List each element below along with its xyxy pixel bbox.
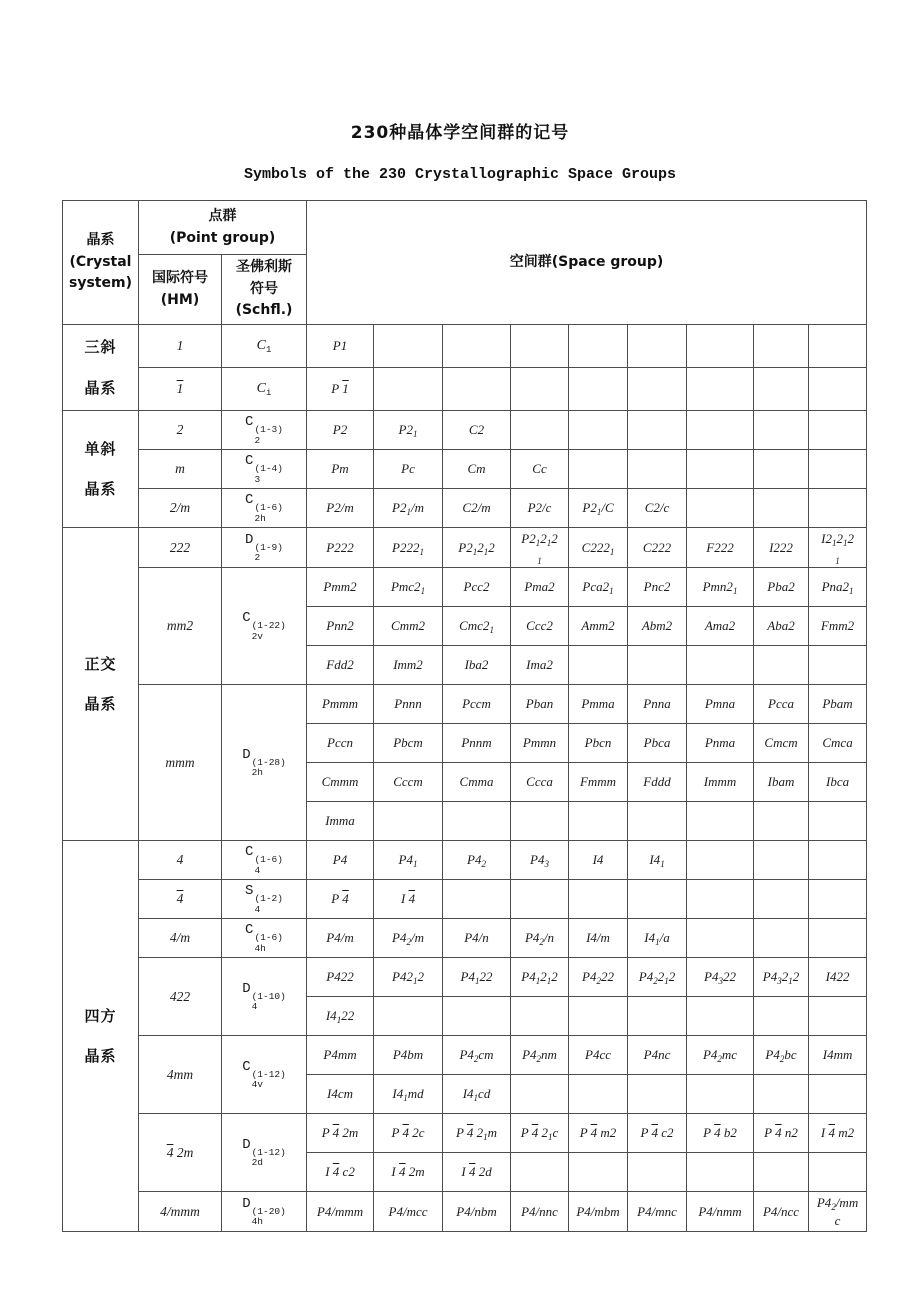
- space-group-cell: P4: [307, 841, 374, 880]
- schfl-symbol-cell: D (1-28) 2h: [222, 685, 307, 841]
- space-group-cell: F222: [687, 528, 754, 568]
- hm-symbol-cell: mm2: [139, 568, 222, 685]
- space-group-cell: [809, 411, 867, 450]
- space-group-cell: Cmcm: [754, 724, 809, 763]
- crystal-system-cell: 四方 晶系: [63, 841, 139, 1232]
- space-group-cell: [754, 489, 809, 528]
- schfl-symbol-cell: D (1-20) 4h: [222, 1192, 307, 1232]
- space-group-cell: Pmma: [569, 685, 628, 724]
- table-row: [63, 368, 867, 411]
- space-group-cell: [809, 646, 867, 685]
- space-group-cell: C2: [443, 411, 511, 450]
- space-group-cell: P 1: [307, 368, 374, 411]
- space-group-cell: [511, 368, 569, 411]
- space-group-cell: [687, 646, 754, 685]
- space-group-cell: [511, 1075, 569, 1114]
- space-group-cell: [754, 880, 809, 919]
- space-group-cell: [511, 997, 569, 1036]
- table-row: [63, 1192, 867, 1232]
- space-group-cell: I222: [754, 528, 809, 568]
- space-group-cell: [687, 997, 754, 1036]
- space-group-cell: [687, 802, 754, 841]
- space-group-cell: [809, 1153, 867, 1192]
- hm-symbol-cell: 422: [139, 958, 222, 1036]
- space-group-cell: Fdd2: [307, 646, 374, 685]
- space-group-cell: $P4_122$: [443, 958, 511, 997]
- space-group-cell: C222: [628, 528, 687, 568]
- space-group-cell: $I4_1md$: [374, 1075, 443, 1114]
- table-row: [63, 1036, 867, 1075]
- space-group-cell: I4cm: [307, 1075, 374, 1114]
- hm-symbol-cell: 2/m: [139, 489, 222, 528]
- space-group-cell: Cm: [443, 450, 511, 489]
- space-group-cell: Ccca: [511, 763, 569, 802]
- space-group-cell: $Pmc2_1$: [374, 568, 443, 607]
- space-group-cell: [628, 802, 687, 841]
- space-group-cell: [809, 802, 867, 841]
- space-group-cell: [628, 411, 687, 450]
- space-group-cell: [687, 368, 754, 411]
- space-group-cell: [754, 450, 809, 489]
- space-group-cell: $P2_1$: [374, 411, 443, 450]
- space-group-cell: Cc: [511, 450, 569, 489]
- space-group-cell: $P4_2/mm$ c: [809, 1192, 867, 1232]
- space-group-cell: [754, 802, 809, 841]
- space-group-cell: $P4_222$: [569, 958, 628, 997]
- table-row: [63, 411, 867, 450]
- schfl-symbol-cell: D (1-12) 2d: [222, 1114, 307, 1192]
- space-group-cell: [754, 368, 809, 411]
- space-group-cell: $Pmn2_1$: [687, 568, 754, 607]
- space-group-cell: Pbam: [809, 685, 867, 724]
- hm-symbol-cell: 4 2m: [139, 1114, 222, 1192]
- space-group-cell: [374, 325, 443, 368]
- space-group-cell: [809, 368, 867, 411]
- space-group-cell: [809, 325, 867, 368]
- space-group-table: [62, 200, 867, 1232]
- space-group-cell: [754, 919, 809, 958]
- space-group-cell: [687, 880, 754, 919]
- schfl-symbol-cell: C (1-22) 2v: [222, 568, 307, 685]
- space-group-cell: P4/m: [307, 919, 374, 958]
- space-group-cell: [443, 880, 511, 919]
- space-group-cell: Ccc2: [511, 607, 569, 646]
- space-group-cell: Pmm2: [307, 568, 374, 607]
- space-group-cell: [569, 997, 628, 1036]
- space-group-cell: $P4_2/n$: [511, 919, 569, 958]
- schfl-symbol-cell: C (1-6) 4: [222, 841, 307, 880]
- space-group-cell: [687, 919, 754, 958]
- space-group-cell: P 4 $2_1m$: [443, 1114, 511, 1153]
- table-row: [63, 958, 867, 997]
- header-point-group: 点群 (Point group): [139, 201, 307, 255]
- table-row: [63, 528, 867, 568]
- space-group-cell: Cmm2: [374, 607, 443, 646]
- space-group-cell: [628, 450, 687, 489]
- space-group-cell: [687, 489, 754, 528]
- space-group-cell: [754, 1153, 809, 1192]
- space-group-cell: P4bm: [374, 1036, 443, 1075]
- space-group-cell: I 4 m2: [809, 1114, 867, 1153]
- space-group-cell: [628, 646, 687, 685]
- space-group-cell: [569, 646, 628, 685]
- space-group-cell: Fddd: [628, 763, 687, 802]
- space-group-cell: [443, 368, 511, 411]
- space-group-cell: [754, 1075, 809, 1114]
- space-group-cell: $P4_2nm$: [511, 1036, 569, 1075]
- space-group-cell: P4/mnc: [628, 1192, 687, 1232]
- space-group-cell: I4: [569, 841, 628, 880]
- crystal-system-cell: 正交 晶系: [63, 528, 139, 841]
- space-group-cell: P4/n: [443, 919, 511, 958]
- space-group-cell: Pban: [511, 685, 569, 724]
- space-group-cell: $C222_1$: [569, 528, 628, 568]
- space-group-cell: [754, 841, 809, 880]
- space-group-cell: $P4_22_12$: [628, 958, 687, 997]
- space-group-cell: [628, 1075, 687, 1114]
- table-row: [63, 685, 867, 724]
- space-group-cell: $P4_2cm$: [443, 1036, 511, 1075]
- table-body: [63, 325, 867, 1232]
- table-row: [63, 450, 867, 489]
- space-group-cell: P4/ncc: [754, 1192, 809, 1232]
- schfl-symbol-cell: C (1-6) 2h: [222, 489, 307, 528]
- hm-symbol-cell: 1: [139, 368, 222, 411]
- table-row: [63, 919, 867, 958]
- space-group-cell: [511, 880, 569, 919]
- space-group-cell: Ama2: [687, 607, 754, 646]
- space-group-cell: Iba2: [443, 646, 511, 685]
- space-group-cell: P 4: [307, 880, 374, 919]
- space-group-cell: [569, 411, 628, 450]
- space-group-cell: Fmm2: [809, 607, 867, 646]
- space-group-cell: Pnn2: [307, 607, 374, 646]
- space-group-cell: Imm2: [374, 646, 443, 685]
- space-group-cell: [569, 325, 628, 368]
- schfl-symbol-cell: S (1-2) 4: [222, 880, 307, 919]
- space-group-cell: $Pna2_1$: [809, 568, 867, 607]
- hm-symbol-cell: m: [139, 450, 222, 489]
- space-group-cell: [628, 368, 687, 411]
- hm-symbol-cell: 1: [139, 325, 222, 368]
- table-row: [63, 880, 867, 919]
- space-group-cell: Pccn: [307, 724, 374, 763]
- space-group-cell: $I2_12_12$ $_1$: [809, 528, 867, 568]
- page-title: 230种晶体学空间群的记号: [350, 123, 570, 143]
- hm-symbol-cell: mmm: [139, 685, 222, 841]
- space-group-cell: Pnnn: [374, 685, 443, 724]
- space-group-cell: P2: [307, 411, 374, 450]
- hm-symbol-cell: 222: [139, 528, 222, 568]
- space-group-cell: [687, 841, 754, 880]
- space-group-cell: Amm2: [569, 607, 628, 646]
- space-group-cell: [374, 802, 443, 841]
- space-group-cell: $P4_2mc$: [687, 1036, 754, 1075]
- space-group-cell: Pcc2: [443, 568, 511, 607]
- space-group-cell: [628, 997, 687, 1036]
- space-group-cell: $P4_2bc$: [754, 1036, 809, 1075]
- table-row: [63, 841, 867, 880]
- space-group-cell: Pma2: [511, 568, 569, 607]
- space-group-cell: P4cc: [569, 1036, 628, 1075]
- space-group-cell: $Pca2_1$: [569, 568, 628, 607]
- space-group-cell: $I4_1/a$: [628, 919, 687, 958]
- schfl-symbol-cell: D (1-10) 4: [222, 958, 307, 1036]
- space-group-cell: P4nc: [628, 1036, 687, 1075]
- page-subtitle: Symbols of the 230 Crystallographic Space Groups: [243, 166, 677, 183]
- space-group-cell: [809, 880, 867, 919]
- schfl-symbol-cell: $C_1$: [222, 325, 307, 368]
- space-group-cell: P222: [307, 528, 374, 568]
- hm-symbol-cell: 4: [139, 841, 222, 880]
- schfl-symbol-cell: $C_i$: [222, 368, 307, 411]
- space-group-cell: Abm2: [628, 607, 687, 646]
- space-group-cell: Pbca: [628, 724, 687, 763]
- space-group-cell: $I4_122$: [307, 997, 374, 1036]
- space-group-cell: [754, 411, 809, 450]
- space-group-cell: [569, 450, 628, 489]
- space-group-cell: [443, 997, 511, 1036]
- space-group-cell: P4/mcc: [374, 1192, 443, 1232]
- space-group-cell: $P4_1$: [374, 841, 443, 880]
- schfl-symbol-cell: C (1-4) 3: [222, 450, 307, 489]
- space-group-cell: I 4 c2: [307, 1153, 374, 1192]
- space-group-cell: $P4_12_12$: [511, 958, 569, 997]
- space-group-cell: Cmca: [809, 724, 867, 763]
- space-group-cell: Pnma: [687, 724, 754, 763]
- space-group-cell: [809, 841, 867, 880]
- space-group-cell: P4mm: [307, 1036, 374, 1075]
- space-group-cell: [754, 646, 809, 685]
- space-group-cell: Pmmm: [307, 685, 374, 724]
- space-group-cell: Pmna: [687, 685, 754, 724]
- space-group-cell: Pmmn: [511, 724, 569, 763]
- space-group-cell: Ima2: [511, 646, 569, 685]
- space-group-cell: [687, 1075, 754, 1114]
- space-group-cell: Immm: [687, 763, 754, 802]
- space-group-cell: [443, 802, 511, 841]
- hm-symbol-cell: 4/m: [139, 919, 222, 958]
- header-crystal-system: 晶系 (Crystal system): [63, 201, 139, 325]
- space-group-cell: P 4 2m: [307, 1114, 374, 1153]
- space-group-cell: Pm: [307, 450, 374, 489]
- space-group-cell: $P4_3$: [511, 841, 569, 880]
- crystal-system-cell: 单斜 晶系: [63, 411, 139, 528]
- space-group-cell: [809, 1075, 867, 1114]
- space-group-cell: Pnna: [628, 685, 687, 724]
- space-group-cell: P422: [307, 958, 374, 997]
- space-group-cell: [628, 880, 687, 919]
- space-group-cell: P4/mbm: [569, 1192, 628, 1232]
- table-row: [63, 1114, 867, 1153]
- space-group-cell: Pnc2: [628, 568, 687, 607]
- space-group-cell: $I4_1cd$: [443, 1075, 511, 1114]
- space-group-cell: Fmmm: [569, 763, 628, 802]
- space-group-cell: Pba2: [754, 568, 809, 607]
- space-group-cell: I 4 2m: [374, 1153, 443, 1192]
- space-group-cell: Pcca: [754, 685, 809, 724]
- table-row: [63, 489, 867, 528]
- space-group-cell: [511, 1153, 569, 1192]
- space-group-cell: P4/mmm: [307, 1192, 374, 1232]
- space-group-cell: [374, 997, 443, 1036]
- space-group-cell: P 4 b2: [687, 1114, 754, 1153]
- space-group-cell: P 4 m2: [569, 1114, 628, 1153]
- space-group-cell: Imma: [307, 802, 374, 841]
- space-group-cell: I4mm: [809, 1036, 867, 1075]
- space-group-cell: P2/c: [511, 489, 569, 528]
- space-group-cell: Ibca: [809, 763, 867, 802]
- space-group-cell: Pc: [374, 450, 443, 489]
- table-row: [63, 568, 867, 607]
- space-group-cell: [443, 325, 511, 368]
- space-group-cell: P2/m: [307, 489, 374, 528]
- space-group-cell: Ibam: [754, 763, 809, 802]
- space-group-cell: P 4 c2: [628, 1114, 687, 1153]
- space-group-cell: [687, 450, 754, 489]
- space-group-cell: [569, 880, 628, 919]
- space-group-cell: Pbcn: [569, 724, 628, 763]
- schfl-symbol-cell: D (1-9) 2: [222, 528, 307, 568]
- space-group-cell: Pbcm: [374, 724, 443, 763]
- space-group-cell: $P2_1/C$: [569, 489, 628, 528]
- space-group-cell: [628, 1153, 687, 1192]
- space-group-cell: [569, 802, 628, 841]
- space-group-cell: I4/m: [569, 919, 628, 958]
- header-hm-symbol: 国际符号 (HM): [139, 255, 222, 325]
- header-space-group: 空间群(Space group): [307, 201, 867, 325]
- space-group-cell: [569, 1153, 628, 1192]
- space-group-cell: [809, 489, 867, 528]
- space-group-cell: [687, 411, 754, 450]
- space-group-cell: [809, 450, 867, 489]
- space-group-cell: [628, 325, 687, 368]
- hm-symbol-cell: 4: [139, 880, 222, 919]
- space-group-cell: $P42_12$: [374, 958, 443, 997]
- hm-symbol-cell: 4/mmm: [139, 1192, 222, 1232]
- space-group-cell: $P4_32_12$: [754, 958, 809, 997]
- space-group-cell: [511, 802, 569, 841]
- space-group-cell: P4/nmm: [687, 1192, 754, 1232]
- space-group-cell: C2/m: [443, 489, 511, 528]
- space-group-cell: [374, 368, 443, 411]
- table-header: [63, 201, 867, 325]
- header-row-1: [63, 201, 867, 255]
- space-group-cell: [809, 997, 867, 1036]
- space-group-cell: P1: [307, 325, 374, 368]
- space-group-cell: [687, 325, 754, 368]
- schfl-symbol-cell: C (1-3) 2: [222, 411, 307, 450]
- space-group-cell: I422: [809, 958, 867, 997]
- space-group-cell: Pccm: [443, 685, 511, 724]
- space-group-cell: P4/nbm: [443, 1192, 511, 1232]
- space-group-cell: $Cmc2_1$: [443, 607, 511, 646]
- space-group-cell: Pnnm: [443, 724, 511, 763]
- schfl-symbol-cell: C (1-12) 4v: [222, 1036, 307, 1114]
- space-group-cell: P4/nnc: [511, 1192, 569, 1232]
- space-group-cell: C2/c: [628, 489, 687, 528]
- space-group-cell: [569, 368, 628, 411]
- space-group-cell: $P2_12_12$ $_1$: [511, 528, 569, 568]
- hm-symbol-cell: 2: [139, 411, 222, 450]
- space-group-cell: $I4_1$: [628, 841, 687, 880]
- space-group-cell: [569, 1075, 628, 1114]
- space-group-cell: [754, 997, 809, 1036]
- space-group-cell: [511, 325, 569, 368]
- crystal-system-cell: 三斜 晶系: [63, 325, 139, 411]
- space-group-cell: $P2_1/m$: [374, 489, 443, 528]
- space-group-cell: P 4 2c: [374, 1114, 443, 1153]
- space-group-cell: Cmmm: [307, 763, 374, 802]
- space-group-cell: $P222_1$: [374, 528, 443, 568]
- space-group-cell: $P4_2$: [443, 841, 511, 880]
- space-group-cell: [754, 325, 809, 368]
- header-schfl-symbol: 圣佛利斯 符号 (Schfl.): [222, 255, 307, 325]
- space-group-cell: Cccm: [374, 763, 443, 802]
- hm-symbol-cell: 4mm: [139, 1036, 222, 1114]
- space-group-cell: P 4 n2: [754, 1114, 809, 1153]
- table-row: [63, 325, 867, 368]
- space-group-cell: Aba2: [754, 607, 809, 646]
- space-group-cell: [511, 411, 569, 450]
- space-group-cell: $P4_2/m$: [374, 919, 443, 958]
- space-group-cell: I 4: [374, 880, 443, 919]
- space-group-cell: [687, 1153, 754, 1192]
- space-group-cell: [809, 919, 867, 958]
- space-group-cell: Cmma: [443, 763, 511, 802]
- space-group-cell: I 4 2d: [443, 1153, 511, 1192]
- schfl-symbol-cell: C (1-6) 4h: [222, 919, 307, 958]
- space-group-cell: P 4 $2_1c$: [511, 1114, 569, 1153]
- space-group-cell: $P4_322$: [687, 958, 754, 997]
- space-group-cell: $P2_12_12$: [443, 528, 511, 568]
